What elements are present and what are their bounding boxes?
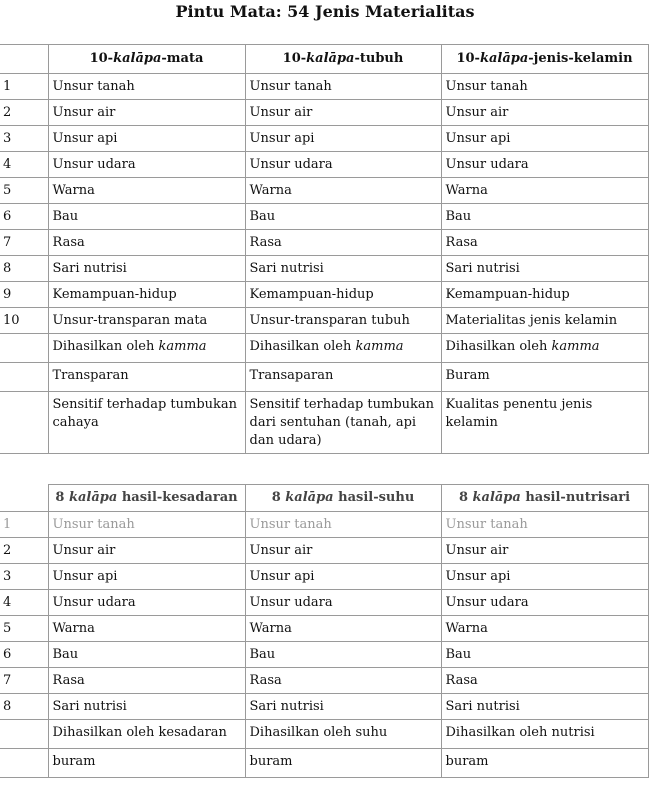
row-number: 9 <box>0 282 48 308</box>
body-cell: Unsur air <box>245 100 441 126</box>
table-ten-kalapa <box>0 44 649 454</box>
row-number <box>0 392 48 454</box>
table-body <box>0 74 648 454</box>
sex-cell: Buram <box>441 363 648 392</box>
table-row <box>0 538 648 564</box>
header-body-kalapa: 10-kalāpa-tubuh <box>245 45 441 74</box>
page-title: Pintu Mata: 54 Jenis Materialitas <box>175 2 475 21</box>
kamma-term: kamma <box>158 339 207 354</box>
table-row <box>0 616 648 642</box>
consciousness-cell: Dihasilkan oleh kesadaran <box>48 720 245 749</box>
temperature-cell: Unsur api <box>245 564 441 590</box>
temperature-cell: Rasa <box>245 668 441 694</box>
table-body <box>0 512 648 778</box>
consciousness-cell: Unsur tanah <box>48 512 245 538</box>
nutriment-cell: Dihasilkan oleh nutrisi <box>441 720 648 749</box>
temperature-cell: Bau <box>245 642 441 668</box>
row-number <box>0 363 48 392</box>
row-number: 4 <box>0 590 48 616</box>
consciousness-cell: Rasa <box>48 668 245 694</box>
consciousness-cell: Unsur api <box>48 564 245 590</box>
row-number: 8 <box>0 256 48 282</box>
body-cell <box>245 334 441 363</box>
eye-cell: Unsur udara <box>48 152 245 178</box>
table-row <box>0 392 648 454</box>
eye-cell: Unsur air <box>48 100 245 126</box>
table-row <box>0 720 648 749</box>
nutriment-cell: Unsur tanah <box>441 512 648 538</box>
consciousness-cell: Bau <box>48 642 245 668</box>
row-number: 2 <box>0 538 48 564</box>
produced-by-text: Dihasilkan oleh <box>52 339 159 354</box>
row-number: 6 <box>0 204 48 230</box>
eye-cell: Unsur-transparan mata <box>48 308 245 334</box>
consciousness-cell: Unsur udara <box>48 590 245 616</box>
body-cell: Unsur api <box>245 126 441 152</box>
table-row <box>0 564 648 590</box>
table-eight-kalapa <box>0 484 649 778</box>
sex-cell <box>441 334 648 363</box>
eye-cell: Unsur api <box>48 126 245 152</box>
body-cell: Sari nutrisi <box>245 256 441 282</box>
nutriment-cell: buram <box>441 749 648 778</box>
table-header-row <box>0 45 648 74</box>
body-cell: Unsur tanah <box>245 74 441 100</box>
sex-cell: Rasa <box>441 230 648 256</box>
body-cell: Sensitif terhadap tumbukan dari sentuhan (tanah, api dan udara) <box>245 392 441 454</box>
row-number: 10 <box>0 308 48 334</box>
eye-cell: Warna <box>48 178 245 204</box>
row-number: 3 <box>0 564 48 590</box>
table-row <box>0 152 648 178</box>
table-row <box>0 204 648 230</box>
eye-cell: Kemampuan-hidup <box>48 282 245 308</box>
temperature-cell: Unsur air <box>245 538 441 564</box>
row-number <box>0 749 48 778</box>
table-row <box>0 694 648 720</box>
nutriment-cell: Sari nutrisi <box>441 694 648 720</box>
row-number <box>0 334 48 363</box>
eye-cell: Sari nutrisi <box>48 256 245 282</box>
kamma-term: kamma <box>551 339 600 354</box>
temperature-cell: Unsur udara <box>245 590 441 616</box>
sex-cell: Bau <box>441 204 648 230</box>
row-number: 4 <box>0 152 48 178</box>
temperature-cell: buram <box>245 749 441 778</box>
body-cell: Unsur udara <box>245 152 441 178</box>
consciousness-cell: buram <box>48 749 245 778</box>
sex-cell: Unsur udara <box>441 152 648 178</box>
table-row <box>0 642 648 668</box>
body-cell: Warna <box>245 178 441 204</box>
row-number: 1 <box>0 74 48 100</box>
row-number <box>0 720 48 749</box>
eye-cell: Rasa <box>48 230 245 256</box>
temperature-cell: Warna <box>245 616 441 642</box>
sex-cell: Unsur tanah <box>441 74 648 100</box>
table-row <box>0 668 648 694</box>
eye-cell: Bau <box>48 204 245 230</box>
body-cell: Transaparan <box>245 363 441 392</box>
temperature-cell: Sari nutrisi <box>245 694 441 720</box>
consciousness-cell: Unsur air <box>48 538 245 564</box>
eye-cell: Sensitif terhadap tumbukan cahaya <box>48 392 245 454</box>
row-number: 2 <box>0 100 48 126</box>
body-cell: Rasa <box>245 230 441 256</box>
header-temperature-kalapa: 8 kalāpa hasil-suhu <box>245 485 441 512</box>
row-number: 5 <box>0 616 48 642</box>
nutriment-cell: Rasa <box>441 668 648 694</box>
consciousness-cell: Sari nutrisi <box>48 694 245 720</box>
header-blank-cell <box>0 485 48 512</box>
row-number: 7 <box>0 668 48 694</box>
table-row <box>0 178 648 204</box>
sex-cell: Sari nutrisi <box>441 256 648 282</box>
table-row <box>0 126 648 152</box>
header-nutriment-kalapa: 8 kalāpa hasil-nutrisari <box>441 485 648 512</box>
temperature-cell: Unsur tanah <box>245 512 441 538</box>
row-number: 7 <box>0 230 48 256</box>
nutriment-cell: Unsur api <box>441 564 648 590</box>
header-consciousness-kalapa: 8 kalāpa hasil-kesadaran <box>48 485 245 512</box>
row-number: 3 <box>0 126 48 152</box>
table-header-row <box>0 485 648 512</box>
produced-by-text: Dihasilkan oleh <box>249 339 356 354</box>
sex-cell: Warna <box>441 178 648 204</box>
sex-cell: Kemampuan-hidup <box>441 282 648 308</box>
body-cell: Bau <box>245 204 441 230</box>
row-number: 8 <box>0 694 48 720</box>
table-row <box>0 256 648 282</box>
kamma-term: kamma <box>355 339 404 354</box>
table-row <box>0 230 648 256</box>
nutriment-cell: Warna <box>441 616 648 642</box>
body-cell: Unsur-transparan tubuh <box>245 308 441 334</box>
table-row <box>0 308 648 334</box>
table-row <box>0 363 648 392</box>
sex-cell: Materialitas jenis kelamin <box>441 308 648 334</box>
row-number: 1 <box>0 512 48 538</box>
table-row <box>0 512 648 538</box>
nutriment-cell: Bau <box>441 642 648 668</box>
temperature-cell: Dihasilkan oleh suhu <box>245 720 441 749</box>
row-number: 6 <box>0 642 48 668</box>
row-number: 5 <box>0 178 48 204</box>
sex-cell: Unsur api <box>441 126 648 152</box>
sex-cell: Kualitas penentu jenis kelamin <box>441 392 648 454</box>
table-row <box>0 590 648 616</box>
header-sex-kalapa: 10-kalāpa-jenis-kelamin <box>441 45 648 74</box>
table-row <box>0 282 648 308</box>
sex-cell: Unsur air <box>441 100 648 126</box>
table-row <box>0 100 648 126</box>
table-row <box>0 334 648 363</box>
header-eye-kalapa: 10-kalāpa-mata <box>48 45 245 74</box>
eye-cell: Unsur tanah <box>48 74 245 100</box>
eye-cell: Transparan <box>48 363 245 392</box>
eye-cell <box>48 334 245 363</box>
consciousness-cell: Warna <box>48 616 245 642</box>
body-cell: Kemampuan-hidup <box>245 282 441 308</box>
table-row <box>0 749 648 778</box>
header-blank-cell <box>0 45 48 74</box>
nutriment-cell: Unsur udara <box>441 590 648 616</box>
produced-by-text: Dihasilkan oleh <box>445 339 552 354</box>
nutriment-cell: Unsur air <box>441 538 648 564</box>
table-row <box>0 74 648 100</box>
